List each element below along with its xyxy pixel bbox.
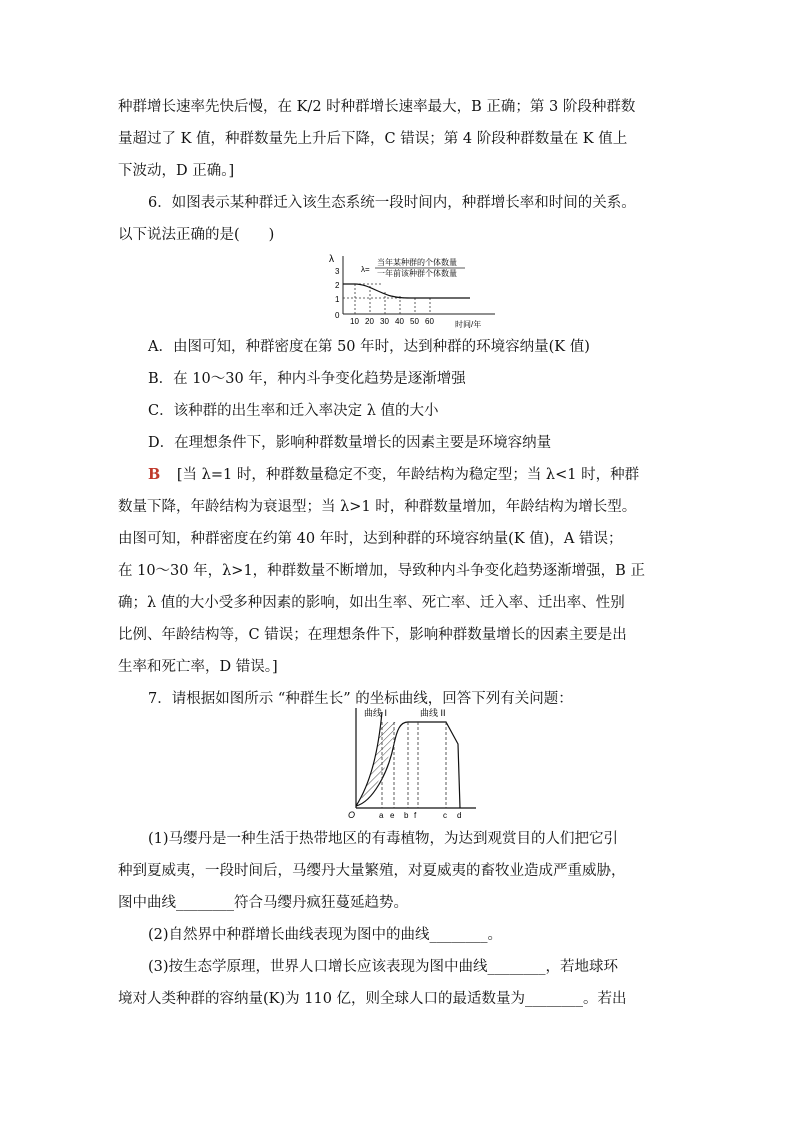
q7-x-mark-a: a — [379, 811, 384, 820]
q6-explanation-line-6: 比例、年龄结构等，C 错误；在理想条件下，影响种群数量增长的因素主要是出 — [118, 627, 627, 643]
q6-stem-line-2: 以下说法正确的是( ) — [118, 227, 275, 243]
top-paragraph-line-3: 下波动，D 正确。] — [118, 163, 235, 179]
q6-y-tick-0: 0 — [335, 311, 340, 320]
q7-sub1-line-3: 图中曲线________符合马缨丹疯狂蔓延趋势。 — [118, 895, 408, 911]
q6-formula-prefix: λ= — [361, 265, 370, 274]
q6-explanation-line-5: 确；λ 值的大小受多种因素的影响，如出生率、死亡率、迁入率、迁出率、性别 — [118, 595, 625, 611]
q6-option-b: B．在 10～30 年，种内斗争变化趋势是逐渐增强 — [148, 371, 466, 387]
q6-explanation-line-2: 数量下降，年龄结构为衰退型；当 λ>1 时，种群数量增加，年龄结构为增长型。 — [118, 499, 637, 515]
q6-explanation-line-1 — [148, 465, 678, 485]
q7-sub2: (2)自然界中种群增长曲线表现为图中的曲线________。 — [148, 927, 503, 943]
q6-y-tick-2: 2 — [335, 281, 340, 290]
q7-stem: 7．请根据如图所示 “种群生长” 的坐标曲线，回答下列有关问题： — [148, 691, 573, 707]
top-paragraph-line-2: 量超过了 K 值，种群数量先上升后下降，C 错误；第 4 阶段种群数量在 K 值上 — [118, 131, 628, 147]
q7-x-mark-e: e — [390, 811, 395, 820]
q6-lambda-figure — [325, 248, 505, 328]
q7-x-mark-c: c — [443, 811, 447, 820]
q6-x-tick-10: 10 — [350, 317, 359, 326]
q6-explanation-line-3: 由图可知，种群密度在约第 40 年时，达到种群的环境容纳量(K 值)，A 错误； — [118, 531, 623, 547]
q7-sub1-line-1: (1)马缨丹是一种生活于热带地区的有毒植物，为达到观赏目的人们把它引 — [148, 831, 619, 847]
q6-y-axis-label: λ — [329, 254, 334, 265]
q6-option-a: A．由图可知，种群密度在第 50 年时，达到种群的环境容纳量(K 值) — [148, 339, 590, 355]
top-paragraph-line-1: 种群增长速率先快后慢，在 K/2 时种群增长速率最大，B 正确；第 3 阶段种群数 — [118, 99, 636, 115]
q6-explanation-line-7: 生率和死亡率，D 错误。] — [118, 659, 278, 675]
q6-x-axis-label: 时间/年 — [455, 320, 482, 328]
q7-x-mark-d: d — [457, 811, 462, 820]
q6-x-tick-30: 30 — [380, 317, 389, 326]
q7-sub3-line-2: 境对人类种群的容纳量(K)为 110 亿，则全球人口的最适数量为________。若出 — [118, 991, 627, 1007]
q6-x-tick-60: 60 — [425, 317, 434, 326]
q6-option-d: D．在理想条件下，影响种群数量增长的因素主要是环境容纳量 — [148, 435, 552, 451]
q7-curve-2-label: 曲线 II — [420, 708, 446, 718]
q6-formula-numerator: 当年某种群的个体数量 — [377, 258, 457, 267]
q7-sub1-line-2: 种到夏威夷，一段时间后，马缨丹大量繁殖，对夏威夷的畜牧业造成严重威胁， — [118, 863, 626, 879]
q7-sub3-line-1: (3)按生态学原理，世界人口增长应该表现为图中曲线________，若地球环 — [148, 959, 619, 975]
q6-option-c: C．该种群的出生率和迁入率决定 λ 值的大小 — [148, 403, 439, 419]
q6-y-tick-3: 3 — [335, 267, 340, 276]
q7-population-growth-figure — [342, 704, 482, 824]
q6-explanation-line-4: 在 10～30 年，λ>1，种群数量不断增加，导致种内斗争变化趋势逐渐增强，B 正 — [118, 563, 645, 579]
q7-x-mark-f: f — [414, 811, 417, 820]
q6-stem-line-1: 6．如图表示某种群迁入该生态系统一段时间内，种群增长率和时间的关系。 — [148, 195, 636, 211]
q6-y-tick-1: 1 — [335, 295, 340, 304]
q7-curve-1-label: 曲线 I — [364, 708, 388, 718]
q6-x-tick-20: 20 — [365, 317, 374, 326]
q7-origin-label: O — [348, 810, 356, 820]
q6-explanation-text-1: [当 λ=1 时，种群数量稳定不变，年龄结构为稳定型；当 λ<1 时，种群 — [176, 467, 640, 483]
q7-x-mark-b: b — [404, 811, 409, 820]
q6-x-tick-40: 40 — [395, 317, 404, 326]
q6-x-tick-50: 50 — [410, 317, 419, 326]
q6-lambda-curve — [343, 284, 470, 298]
q7-hatched-region — [360, 722, 396, 802]
q6-answer-key: B — [148, 466, 161, 483]
q6-formula-denominator: 一年前该种群个体数量 — [377, 269, 457, 278]
